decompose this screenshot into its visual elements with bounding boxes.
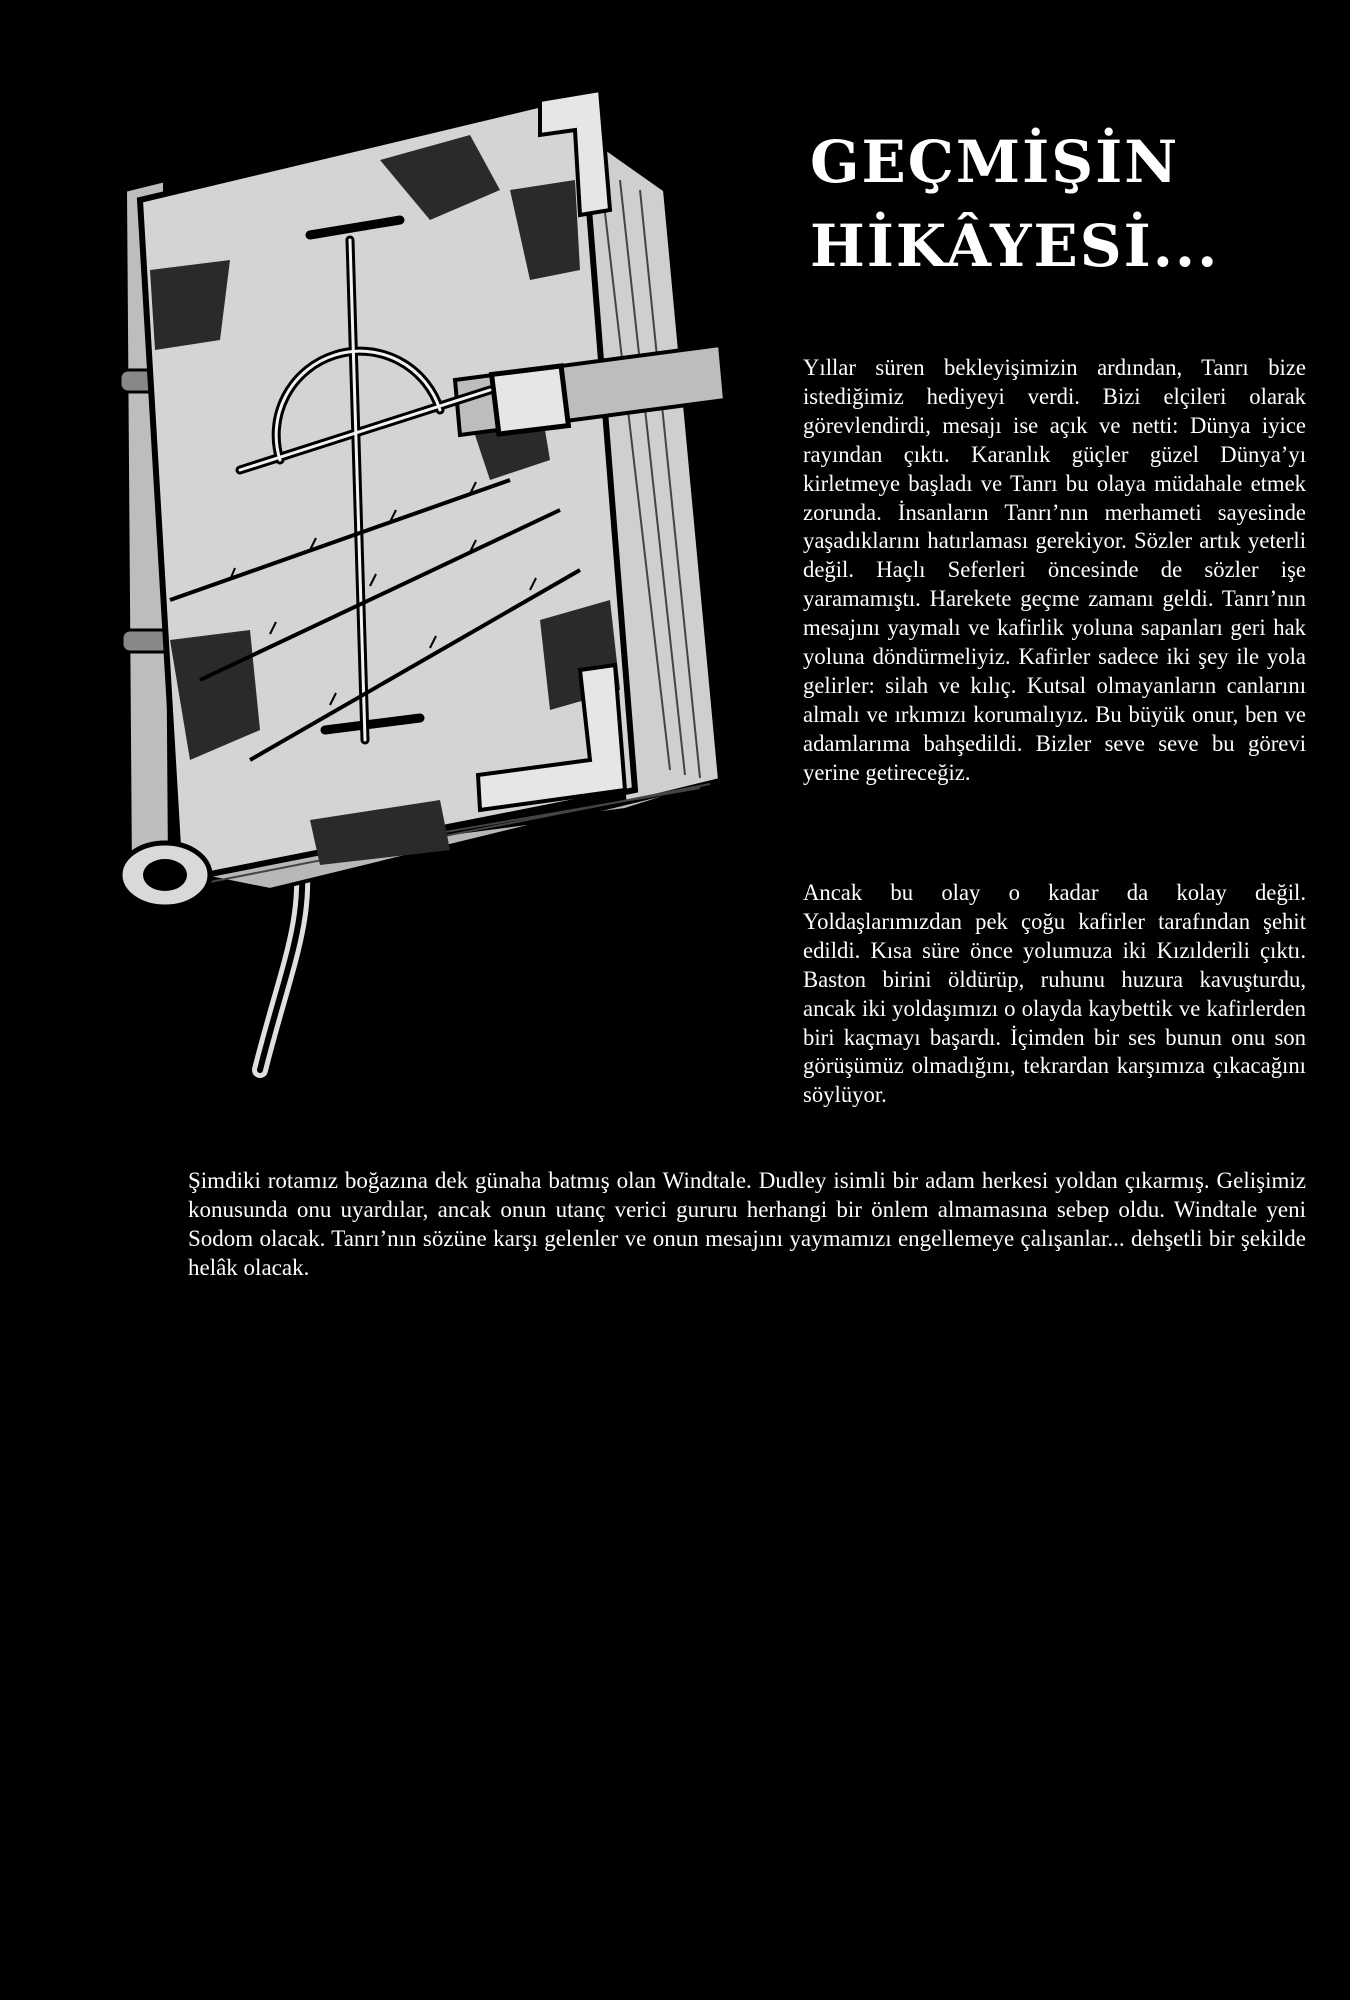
holy-book-icon [110, 40, 750, 1090]
story-paragraph-2: Ancak bu olay o kadar da kolay değil. Yoldaşlarımızdan pek çoğu kafirler tarafından şehit edildi. Kısa süre önce yolumuza iki Kızılderili çıktı. Baston birini öldürüp, ruhunu huzura kavuşturdu, ancak iki yoldaşımızı o olayda kaybettik ve kafirlerden biri kaçmayı başardı. İçimden bir ses bunun onu son görüşümüz olmadığını, tekrardan karşımıza çıkacağını söylüyor. [803, 880, 1306, 1108]
page-title [810, 120, 1290, 288]
title-line-1: GEÇMİŞİN [810, 128, 1180, 196]
title-line-2: HİKÂYESİ... [810, 212, 1220, 280]
story-paragraph-3: Şimdiki rotamız boğazına dek günaha batmış olan Windtale. Dudley isimli bir adam herkesi yoldan çıkarmış. Gelişimiz konusunda onu uyardılar, ancak onun utanç verici gururu herhangi bir önlem almamasına sebep oldu. Windtale yeni Sodom olacak. Tanrı’nın sözüne karşı gelenler ve onun mesajını yaymamızı engellemeye çalışanlar... dehşetli bir şekilde helâk olacak. [188, 1168, 1306, 1280]
story-paragraph-1: Yıllar süren bekleyişimizin ardından, Tanrı bize istediğimiz hediyeyi verdi. Bizi elçileri olarak görevlendirdi, mesajı ise açık ve netti: Dünya iyice rayından çıktı. Karanlık güçler güzel Dünya’yı kirletmeye başladı ve Tanrı bu olaya müdahale etmek zorunda. İnsanların Tanrı’nın merhameti sayesinde yaşadıklarını hatırlaması gerekiyor. Sözler artık yeterli değil. Haçlı Seferleri öncesinde de sözler işe yaramamıştı. Harekete geçme zamanı geldi. Tanrı’nın mesajını yaymalı ve kafirlik yoluna sapanları geri hak yoluna döndürmeliyiz. Kafirler sadece iki şey ile yola gelirler: silah ve kılıç. Kutsal olmayanların canlarını almalı ve ırkımızı korumalıyız. Bu büyük onur, ben ve adamlarıma bahşedildi. Bizler seve seve bu görevi yerine getireceğiz. [803, 355, 1306, 785]
